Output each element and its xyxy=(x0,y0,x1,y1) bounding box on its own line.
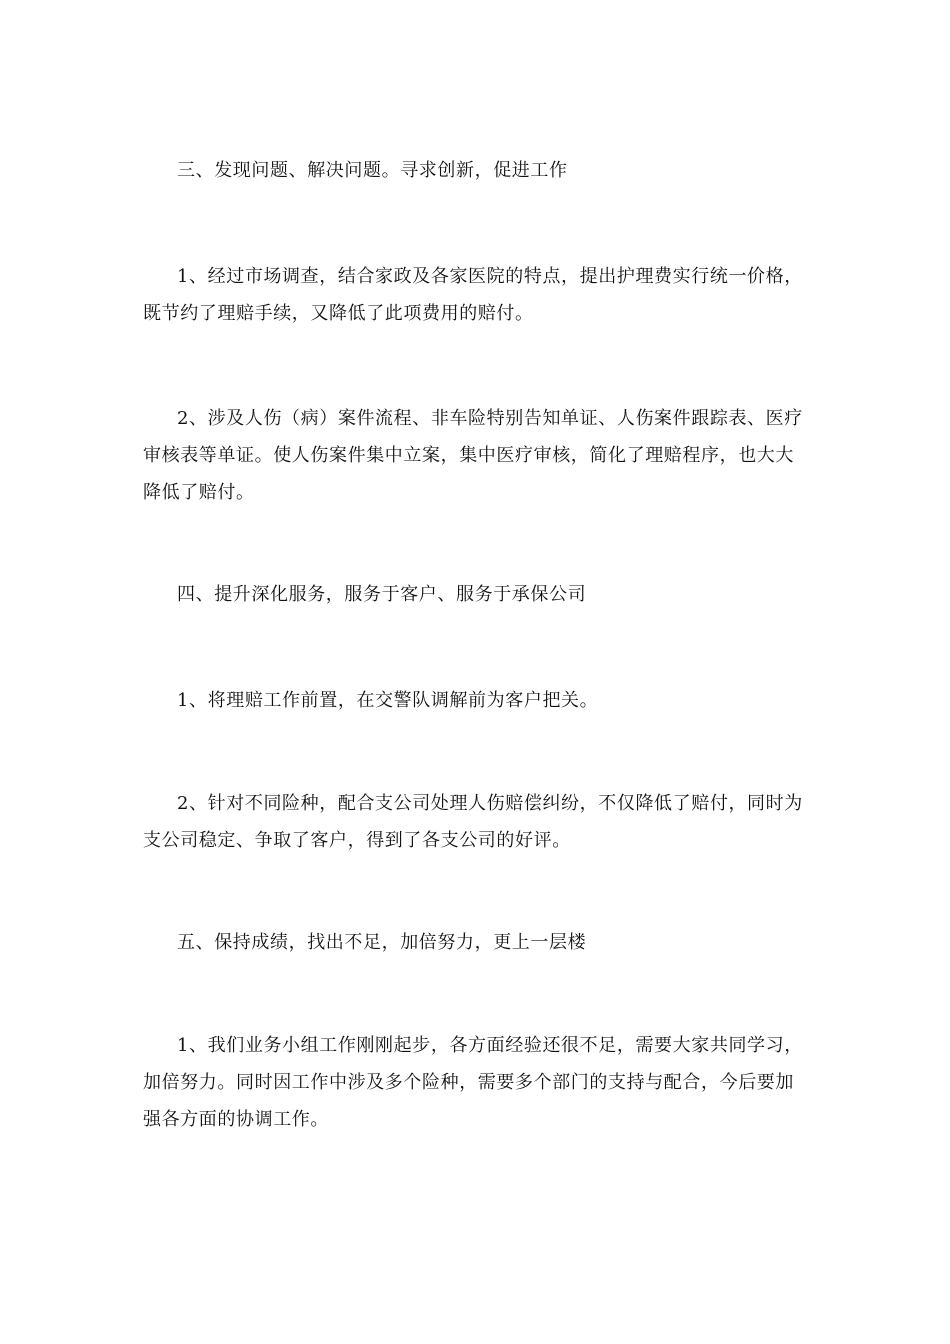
section-4-heading: 四、提升深化服务，服务于客户、服务于承保公司 xyxy=(177,584,587,605)
section-5-heading: 五、保持成绩，找出不足，加倍努力，更上一层楼 xyxy=(177,932,587,953)
section-3-heading: 三、发现问题、解决问题。寻求创新，促进工作 xyxy=(177,160,568,181)
section-3-item-2: 2、涉及人伤（病）案件流程、非车险特别告知单证、人伤案件跟踪表、医疗审核表等单证。使人伤案件集中立案，集中医疗审核，简化了理赔程序，也大大降低了赔付。 xyxy=(143,408,803,503)
section-4-item-2: 2、针对不同险种，配合支公司处理人伤赔偿纠纷，不仅降低了赔付，同时为支公司稳定、争取了客户，得到了各支公司的好评。 xyxy=(143,793,803,851)
section-3-item-1: 1、经过市场调查，结合家政及各家医院的特点，提出护理费实行统一价格，既节约了理赔手续，又降低了此项费用的赔付。 xyxy=(143,266,803,324)
section-4-item-1: 1、将理赔工作前置，在交警队调解前为客户把关。 xyxy=(177,690,599,711)
section-5-item-1: 1、我们业务小组工作刚刚起步，各方面经验还很不足，需要大家共同学习，加倍努力。同时因工作中涉及多个险种，需要多个部门的支持与配合，今后要加强各方面的协调工作。 xyxy=(143,1035,803,1130)
